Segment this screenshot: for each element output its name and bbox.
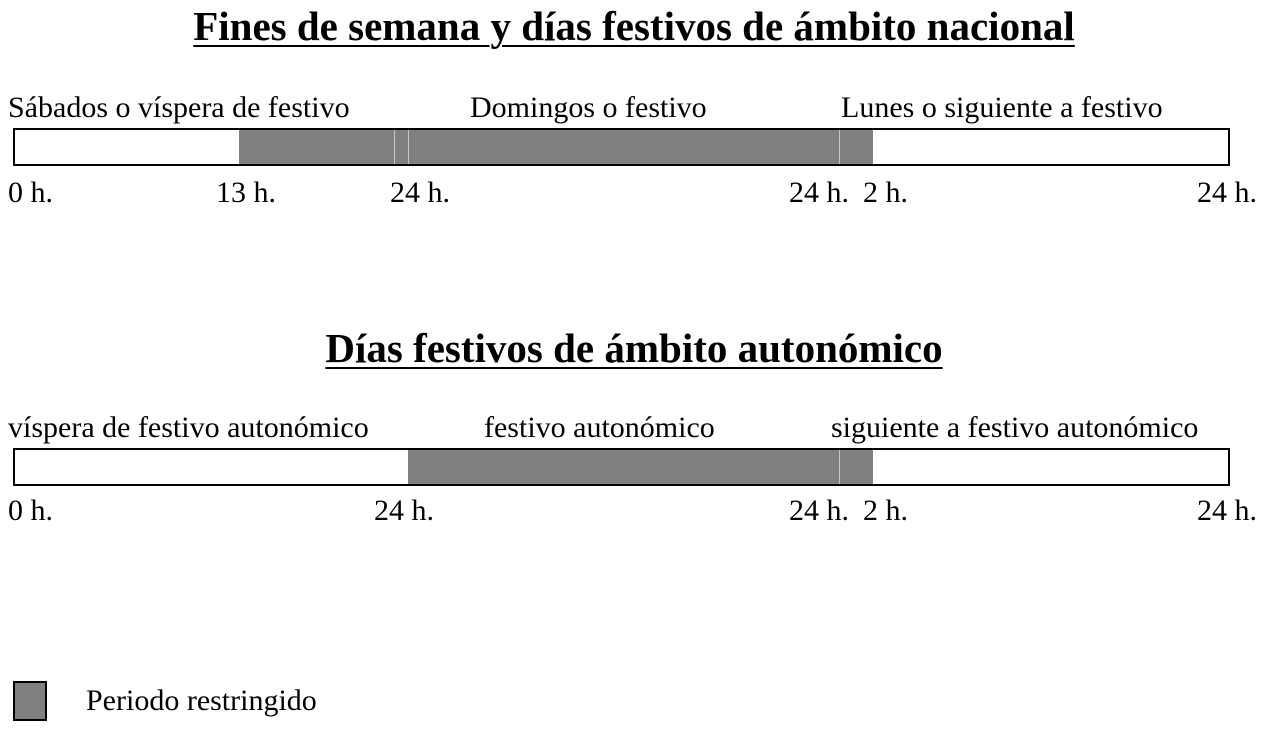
section1-day-divider [394, 130, 395, 164]
section2-hour-label: 24 h. [374, 494, 434, 527]
section1-hour-label: 0 h. [8, 176, 53, 209]
legend-label: Periodo restringido [86, 684, 317, 717]
section1-hour-label: 13 h. [216, 176, 276, 209]
section2-day3-label: siguiente a festivo autonómico [831, 411, 1199, 444]
section1-title: Fines de semana y días festivos de ámbito nacional [193, 3, 1075, 49]
section1-hour-label: 24 h. [789, 176, 849, 209]
section2-day2-label: festivo autonómico [484, 411, 715, 444]
section2-hour-label: 2 h. [863, 494, 908, 527]
section1-day-divider [839, 130, 840, 164]
section1-day2-label: Domingos o festivo [470, 91, 707, 124]
section2-hour-label: 0 h. [8, 494, 53, 527]
section2-restricted-period [408, 450, 873, 484]
section1-day1-label: Sábados o víspera de festivo [8, 91, 350, 124]
section2-hour-label: 24 h. [1197, 494, 1257, 527]
section2-timeline-bar [13, 448, 1230, 486]
section1-hour-label: 2 h. [863, 176, 908, 209]
section1-hour-label: 24 h. [1197, 176, 1257, 209]
legend-swatch [13, 681, 47, 721]
section1-timeline-bar [13, 128, 1230, 166]
section2-hour-label: 24 h. [789, 494, 849, 527]
section1-restricted-period [239, 130, 873, 164]
section2-day1-label: víspera de festivo autonómico [8, 411, 369, 444]
section2-title: Días festivos de ámbito autonómico [325, 325, 943, 371]
section1-hour-label: 24 h. [390, 176, 450, 209]
section1-day-divider [408, 130, 409, 164]
section1-day3-label: Lunes o siguiente a festivo [841, 91, 1163, 124]
section2-day-divider [839, 450, 840, 484]
